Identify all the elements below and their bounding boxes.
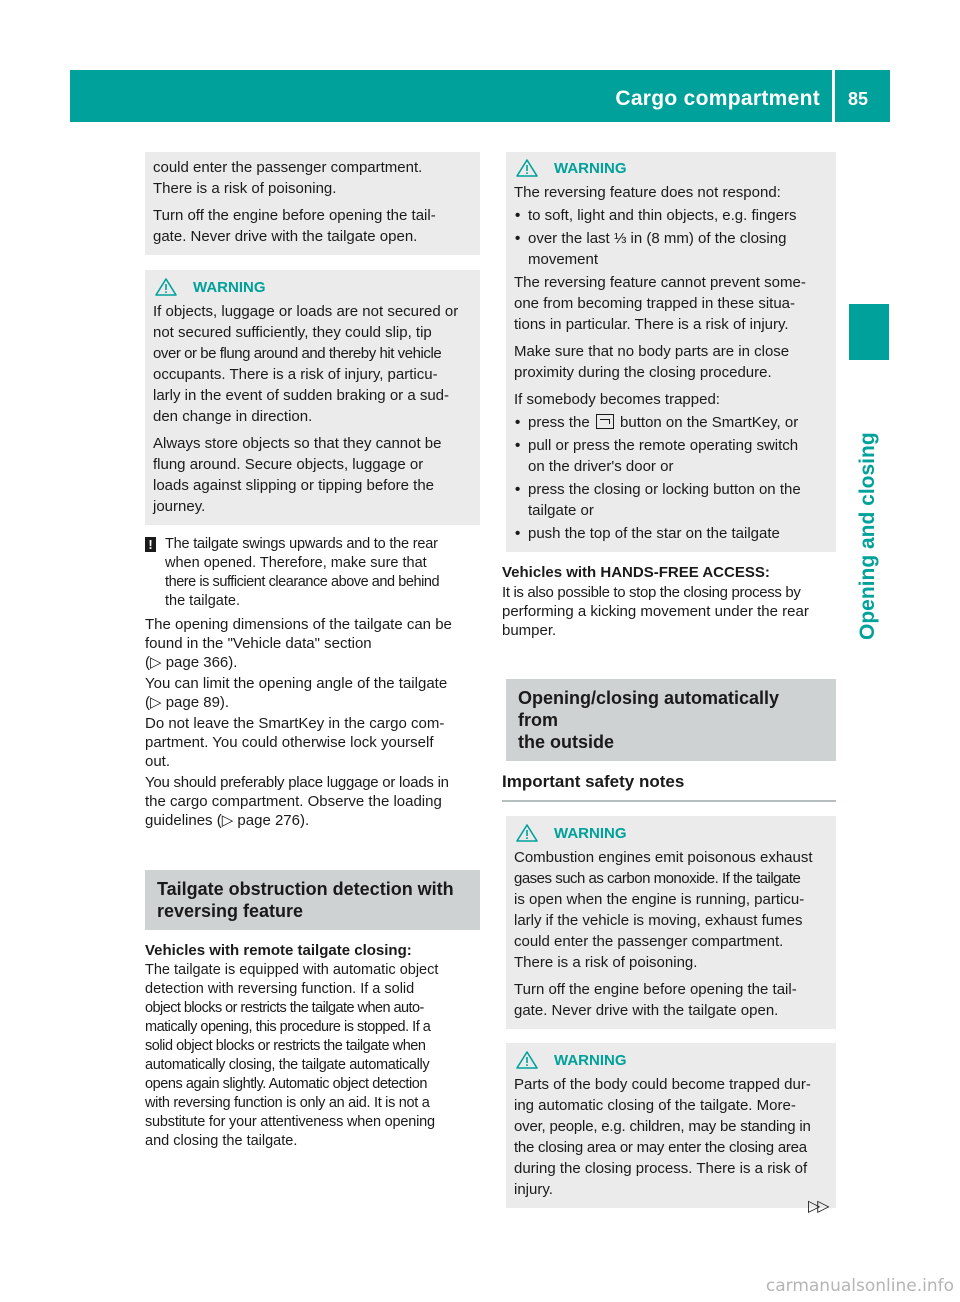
text-line: occupants. There is a risk of injury, particu-	[153, 366, 438, 383]
warning-triangle-icon	[155, 278, 177, 296]
text-line: The tailgate is equipped with automatic object	[145, 962, 439, 978]
text-line: over or be flung around and thereby hit vehicle	[153, 345, 442, 362]
text-line: Parts of the body could become trapped dur-	[514, 1076, 811, 1093]
text-line: with reversing function is only an aid. It is not a	[145, 1095, 430, 1111]
chapter-tab-marker	[849, 304, 889, 360]
text-line: detection with reversing function. If a solid	[145, 981, 415, 997]
text-line: ing automatic closing of the tailgate. More-	[514, 1097, 796, 1114]
text-line: proximity during the closing procedure.	[514, 364, 772, 381]
text-line: If somebody becomes trapped:	[514, 391, 720, 408]
text-line: found in the "Vehicle data" section	[145, 635, 372, 652]
list-item	[514, 523, 828, 544]
text-line: The opening dimensions of the tailgate can be	[145, 616, 452, 633]
subheading: Vehicles with remote tailgate closing:	[145, 942, 412, 959]
text-line: bumper.	[502, 622, 557, 639]
list-item	[514, 412, 828, 433]
warning-text	[153, 301, 472, 427]
paragraph	[145, 674, 480, 712]
warning-text	[514, 272, 828, 335]
text-line: the cargo compartment. Observe the loading	[145, 793, 442, 810]
warning-triangle-icon	[516, 1051, 538, 1069]
text-line: not secured sufficiently, they could slip, tip	[153, 324, 432, 341]
subheading: Vehicles with HANDS-FREE ACCESS:	[502, 564, 770, 581]
continued-arrows-icon: ▷▷	[808, 1198, 827, 1215]
text-line: tions in particular. There is a risk of injury.	[514, 316, 789, 333]
right-column	[502, 152, 836, 1208]
warning-triangle-icon	[516, 159, 538, 177]
paragraph	[502, 583, 836, 640]
text-line: gate. Never drive with the tailgate open.	[153, 228, 418, 245]
warning-box-continued	[145, 152, 480, 255]
text-line: there is sufficient clearance above and behind	[165, 574, 440, 590]
text-line: out.	[145, 753, 171, 770]
text-line: could enter the passenger compartment.	[514, 933, 784, 950]
page-reference-link[interactable]: (▷ page 89).	[145, 694, 230, 711]
text-line: It is also possible to stop the closing process by	[502, 584, 801, 601]
text-line: gases such as carbon monoxide. If the tailgate	[514, 870, 801, 887]
paragraph	[145, 714, 480, 771]
text-line: during the closing process. There is a risk of	[514, 1160, 808, 1177]
text-line: flung around. Secure objects, luggage or	[153, 456, 424, 473]
warning-text	[514, 847, 828, 973]
warning-triangle-icon	[516, 824, 538, 842]
text-line: den change in direction.	[153, 408, 313, 425]
text-line: There is a risk of poisoning.	[514, 954, 698, 971]
warning-text	[153, 433, 472, 517]
text-line: You can limit the opening angle of the tailgate	[145, 675, 448, 692]
warning-label: WARNING	[554, 159, 627, 177]
text-fragment: press the	[528, 414, 590, 431]
text-line: • push the top of the star on the tailgate	[528, 525, 780, 542]
list-item	[514, 435, 828, 477]
paragraph	[145, 615, 480, 672]
warning-heading	[514, 822, 828, 844]
tailgate-close-key-icon	[596, 414, 614, 429]
chapter-tab-label: Opening and closing	[856, 432, 879, 640]
chapter-tab	[847, 370, 891, 640]
text-line: Make sure that no body parts are in close	[514, 343, 790, 360]
section-heading-line: Opening/closing automatically from	[518, 688, 780, 730]
text-line: The tailgate swings upwards and to the rear	[165, 536, 438, 552]
text-line: Do not leave the SmartKey in the cargo com-	[145, 715, 445, 732]
warning-label: WARNING	[193, 278, 266, 296]
text-line: could enter the passenger compartment.	[153, 159, 423, 176]
warning-box	[506, 1043, 836, 1208]
text-line: larly in the event of sudden braking or a sud-	[153, 387, 450, 404]
text-line: Always store objects so that they cannot be	[153, 435, 442, 452]
header-separator	[832, 70, 835, 122]
list-item	[514, 479, 828, 521]
text-line: and closing the tailgate.	[145, 1133, 298, 1149]
warning-box	[506, 152, 836, 552]
text-line: • to soft, light and thin objects, e.g. fingers	[528, 207, 797, 224]
text-line: opens again slightly. Automatic object detection	[145, 1076, 428, 1092]
text-line: the tailgate.	[165, 593, 240, 609]
text-line: Combustion engines emit poisonous exhaust	[514, 849, 813, 866]
warning-heading	[514, 1049, 828, 1071]
section-heading-line: reversing feature	[157, 901, 304, 921]
text-line: There is a risk of poisoning.	[153, 180, 337, 197]
text-line: journey.	[153, 498, 206, 515]
text-line: one from becoming trapped in these situa-	[514, 295, 795, 312]
text-line: Turn off the engine before opening the tail-	[514, 981, 797, 998]
warning-heading	[514, 157, 828, 179]
page-reference-link[interactable]: (▷ page 366).	[145, 654, 238, 671]
section-heading-line: the outside	[518, 732, 615, 752]
text-line: The reversing feature does not respond:	[514, 184, 781, 201]
section-heading	[506, 679, 836, 761]
text-line: automatically closing, the tailgate automatically	[145, 1057, 430, 1073]
text-line: • press the closing or locking button on the	[528, 481, 801, 498]
text-line: The reversing feature cannot prevent some-	[514, 274, 806, 291]
text-line: partment. You could otherwise lock yourself	[145, 734, 434, 751]
list-item	[514, 228, 828, 270]
text-line: object blocks or restricts the tailgate when auto-	[145, 1000, 424, 1016]
text-line: loads against slipping or tipping before the	[153, 477, 435, 494]
left-column	[145, 152, 480, 1153]
warning-heading	[153, 276, 472, 298]
text-line: is open when the engine is running, particu-	[514, 891, 805, 908]
text-line: performing a kicking movement under the rear	[502, 603, 809, 620]
text-line: the closing area or may enter the closing area	[514, 1139, 807, 1156]
warning-text	[514, 1074, 828, 1200]
warning-box	[145, 270, 480, 525]
section-title: Cargo compartment	[615, 87, 820, 110]
text-line: larly if the vehicle is moving, exhaust fumes	[514, 912, 803, 929]
text-line: when opened. Therefore, make sure that	[165, 555, 427, 571]
warning-text	[514, 979, 828, 1021]
exclamation-icon: !	[145, 537, 156, 552]
text-line: on the driver's door or	[528, 458, 674, 475]
text-line: • pull or press the remote operating switch	[528, 437, 799, 454]
text-line: movement	[528, 251, 599, 268]
warning-label: WARNING	[554, 1051, 627, 1069]
text-line: injury.	[514, 1181, 553, 1198]
warning-text	[514, 341, 828, 383]
text-line: You should preferably place luggage or loads in	[145, 774, 449, 791]
text-line: gate. Never drive with the tailgate open.	[514, 1002, 779, 1019]
text-fragment: button on the SmartKey, or	[620, 414, 799, 431]
paragraph	[145, 773, 480, 830]
text-line: substitute for your attentiveness when opening	[145, 1114, 435, 1130]
subheading: Important safety notes	[502, 771, 836, 802]
list-item	[514, 205, 828, 226]
page-number: 85	[848, 89, 869, 109]
page-reference-link[interactable]: guidelines (▷ page 276).	[145, 812, 310, 829]
text-line: tailgate or	[528, 502, 594, 519]
caution-note	[145, 535, 480, 611]
warning-box	[506, 816, 836, 1029]
paragraph	[145, 961, 480, 1151]
section-heading	[145, 870, 480, 930]
text-line: If objects, luggage or loads are not secured or	[153, 303, 459, 320]
watermark-text: carmanualsonline.info	[765, 1276, 954, 1296]
text-line: matically opening, this procedure is stopped. If a	[145, 1019, 431, 1035]
warning-label: WARNING	[554, 824, 627, 842]
section-heading-line: Tailgate obstruction detection with	[157, 879, 454, 899]
text-line: • over the last ⅓ in (8 mm) of the closing	[528, 230, 787, 247]
text-line: Turn off the engine before opening the tail-	[153, 207, 436, 224]
text-line: over, people, e.g. children, may be standing in	[514, 1118, 811, 1135]
text-line: solid object blocks or restricts the tailgate when	[145, 1038, 426, 1054]
